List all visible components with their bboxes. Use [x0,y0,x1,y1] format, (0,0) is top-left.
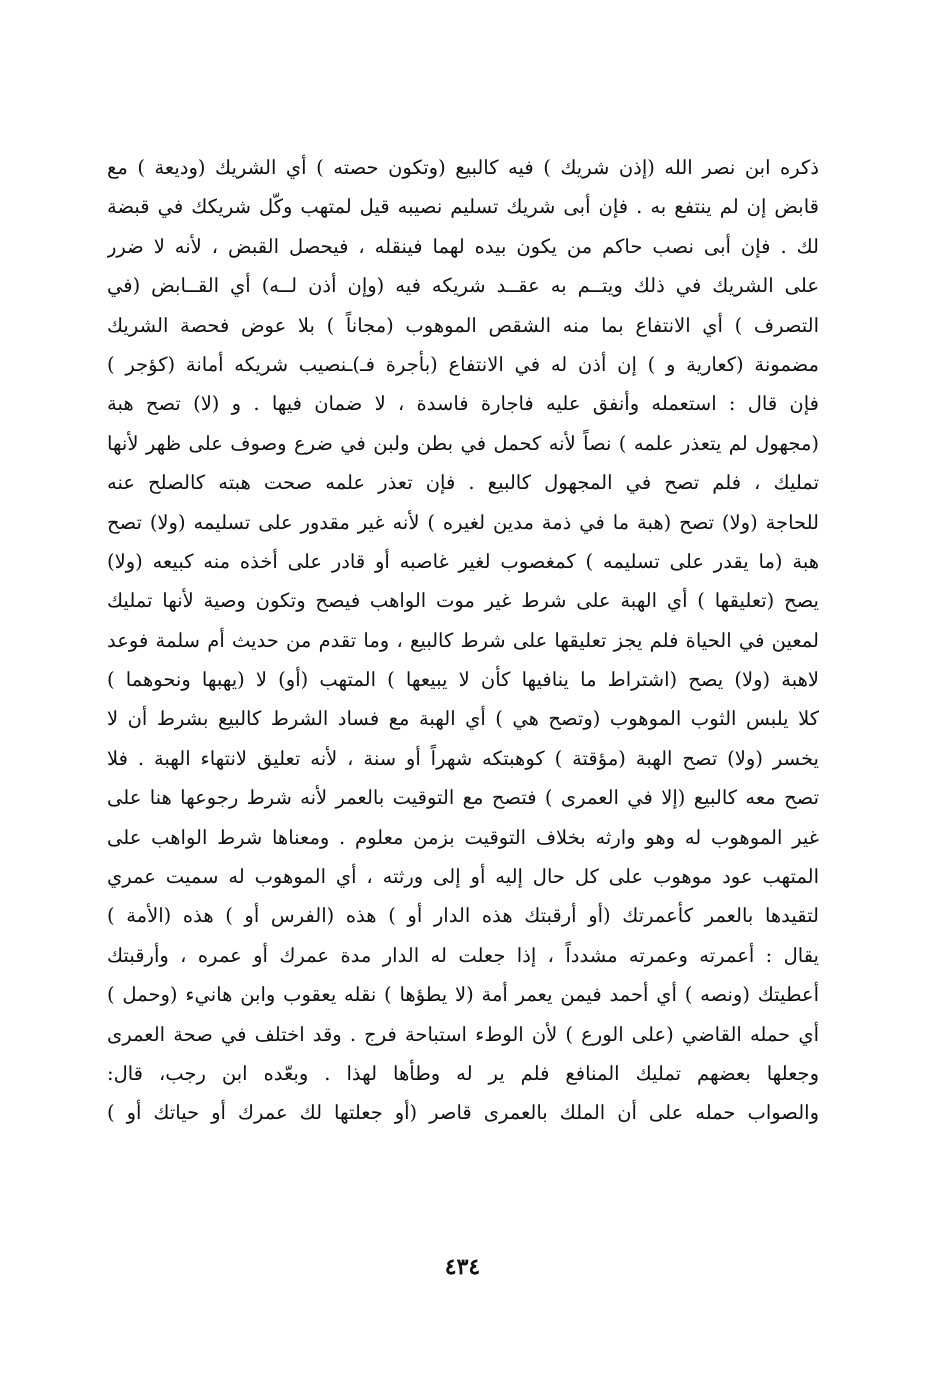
text-line: لمعين في الحياة فلم يجز تعليقها على شرط كالبيع ، وما تقدم من حديث أم سلمة فوعد [107,628,819,652]
text-line: للحاجة (ولا) تصح (هبة ما في ذمة مدين لغيره ) لأنه غير مقدور على تسليمه (ولا) تصح [107,510,819,534]
text-line: تصح معه كالبيع (إلا في العمرى ) فتصح مع التوقيت بالعمر لأنه شرط رجوعها هنا على [107,786,819,810]
text-line: أعطيتك (ونصه ) أي أحمد فيمن يعمر أمة (لا يطؤها ) نقله يعقوب وابن هانيء (وحمل ) [107,983,819,1007]
text-line: وجعلها بعضهم تمليك المنافع فلم ير له وطأها لهذا . وبعّده ابن رجب، قال: [107,1061,819,1085]
text-line: لك . فإن أبى نصب حاكم من يكون بيده لهما فينقله ، فيحصل القبض ، لأنه لا ضرر [107,234,819,258]
text-line: لاهبة (ولا) يصح (اشتراط ما ينافيها كأن لا يبيعها ) المتهب (أو) لا (يهبها ونحوهما ) [107,668,819,692]
text-line: كلا يلبس الثوب الموهوب (وتصح هي ) أي الهبة مع فساد الشرط كالبيع بشرط أن لا [107,707,819,731]
text-line: والصواب حمله على أن الملك بالعمرى قاصر (أو جعلتها لك عمرك أو حياتك أو ) [107,1101,819,1125]
text-line: (مجهول لم يتعذر علمه ) نصاً لأنه كحمل في بطن ولبن في ضرع وصوف على ظهر لأنها [107,431,819,455]
text-line: على الشريك في ذلك ويتــم به عقــد شريكه فيه (وإن أذن لــه) أي القــابض (في [107,274,819,298]
text-line: غير الموهوب له وهو وارثه بخلاف التوقيت بزمن معلوم . ومعناها شرط الواهب على [107,825,819,849]
text-line: يقال : أعمرته وعمرته مشدداً ، إذا جعلت له الدار مدة عمرك أو عمره ، وأرقبتك [107,943,819,967]
text-line: يخسر (ولا) تصح الهبة (مؤقتة ) كوهبتكه شهراً أو سنة ، لأنه تعليق لانتهاء الهبة . فلا [107,746,819,770]
text-line: ذكره ابن نصر الله (إذن شريك ) فيه كالبيع (وتكون حصته ) أي الشريك (وديعة ) مع [107,156,819,179]
text-line: فإن قال : استعمله وأنفق عليه فاجارة فاسدة ، لا ضمان فيها . و (لا) تصح هبة [107,392,819,416]
text-line: هبة (ما يقدر على تسليمه ) كمغصوب لغير غاصبه أو قادر على أخذه منه كبيعه (ولا) [107,549,819,573]
text-line: قابض إن لم ينتفع به . فإن أبى شريك تسليم نصيبه قيل لمتهب وكّل شريكك في قبضة [107,195,819,219]
text-line: التصرف ) أي الانتفاع بما منه الشقص الموهوب (مجاناً ) بلا عوض فحصة الشريك [107,313,819,337]
text-line: المتهب عود موهوب على كل حال إليه أو إلى ورثته ، أي الموهوب له سميت عمري [107,865,819,889]
text-line: مضمونة (كعارية و ) إن أذن له في الانتفاع (بأجرة فـ)ـنصيب شريكه أمانة (كؤجر ) [107,352,819,376]
page-number: ٤٣٤ [444,1254,481,1280]
text-line: يصح (تعليقها ) أي الهبة على شرط غير موت الواهب فيصح وتكون وصية لأنها تمليك [107,589,819,613]
body-text [107,148,819,1133]
text-line: تمليك ، فلم تصح في المجهول كالبيع . فإن تعذر علمه صحت هبته كالصلح عنه [107,471,819,495]
text-line: لتقيدها بالعمر كأعمرتك (أو أرقبتك هذه الدار أو ) هذه (الفرس أو ) هذه (الأمة ) [107,904,819,928]
text-line: أي حمله القاضي (على الورع ) لأن الوطء استباحة فرج . وقد اختلف في صحة العمرى [107,1022,819,1046]
